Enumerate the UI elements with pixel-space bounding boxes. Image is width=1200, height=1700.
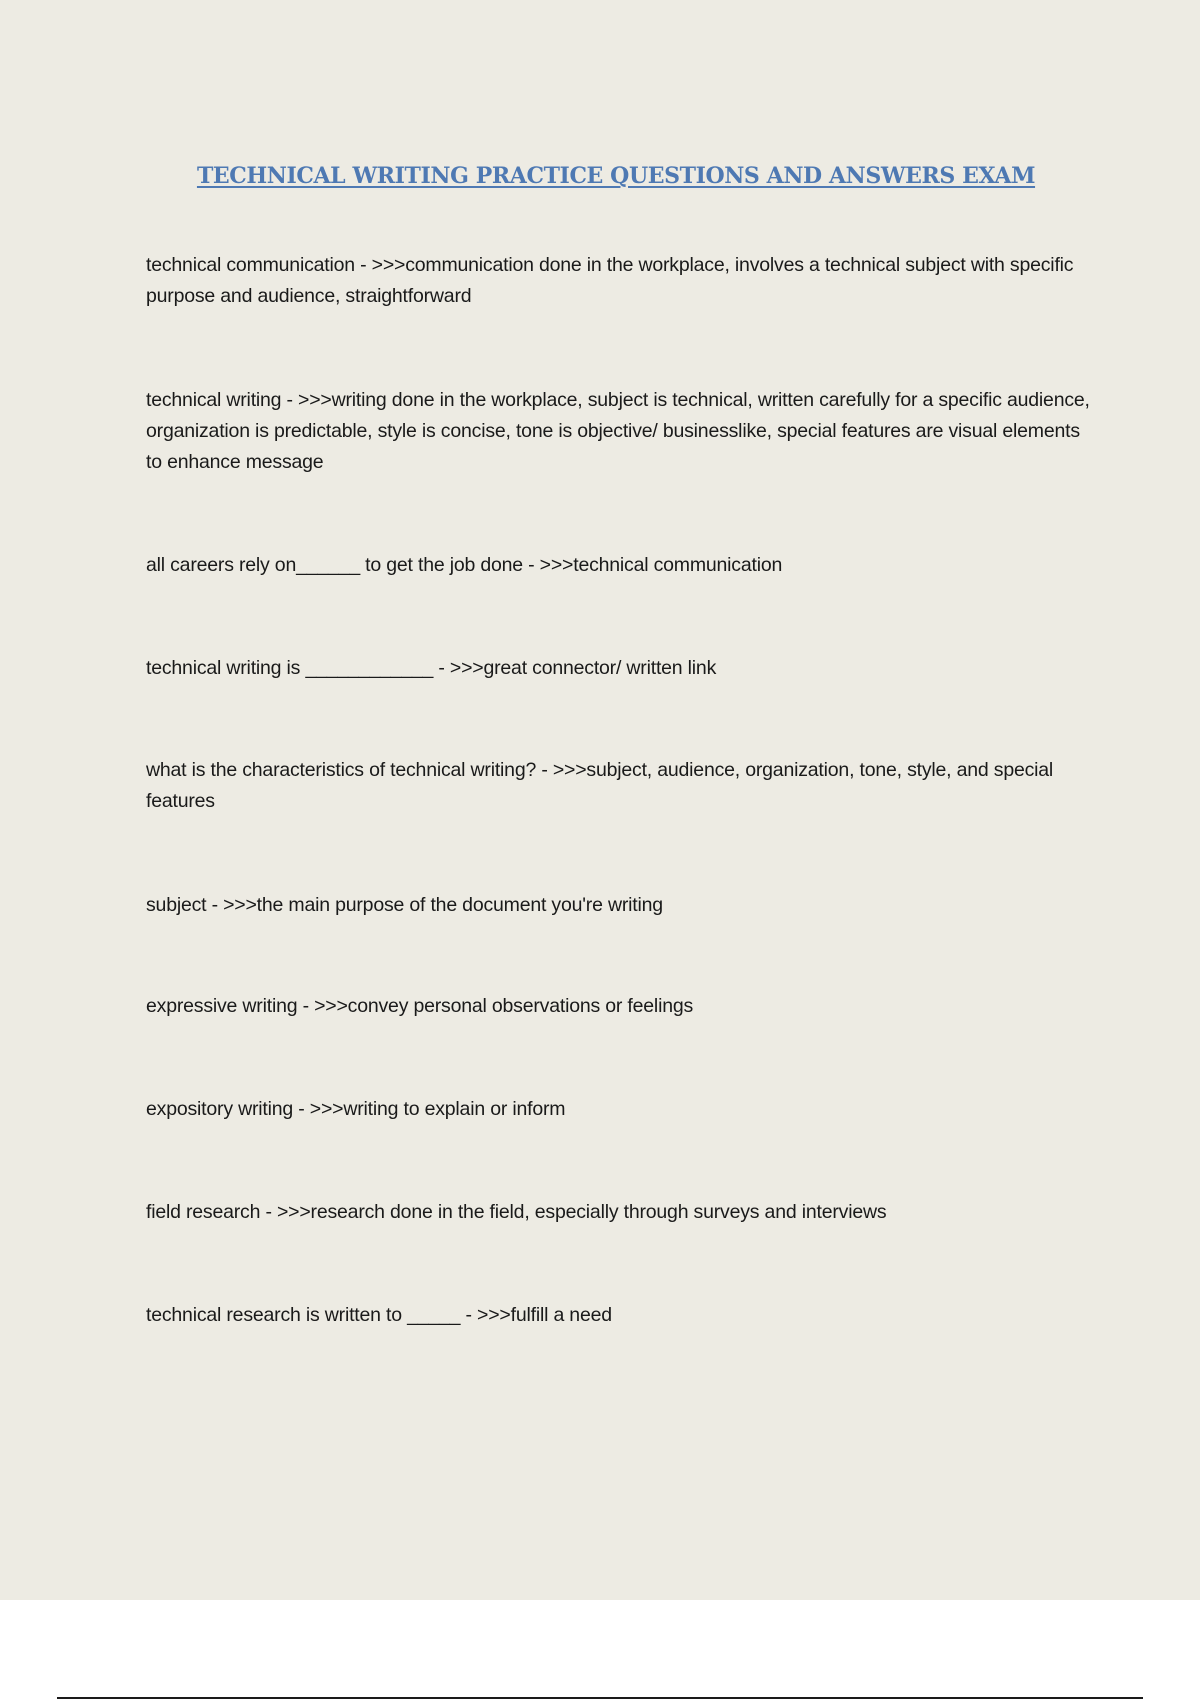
qa-item-technical-writing: technical writing - >>>writing done in the workplace, subject is technical, written carefully for a specific audience, organization is predictable, style is concise, tone is objective/ businesslike, special features are visual elements to enhance message bbox=[146, 389, 1090, 473]
qa-item-field-research: field research - >>>research done in the field, especially through surveys and interviews bbox=[146, 1201, 887, 1223]
qa-item-expressive-writing: expressive writing - >>>convey personal observations or feelings bbox=[146, 995, 694, 1017]
qa-item-expository-writing: expository writing - >>>writing to explain or inform bbox=[146, 1098, 566, 1120]
qa-item-technical-research: technical research is written to _____ - >>>fulfill a need bbox=[146, 1304, 612, 1326]
qa-item-careers-rely-on: all careers rely on______ to get the job done - >>>technical communication bbox=[146, 554, 783, 576]
qa-item-technical-writing-is: technical writing is ____________ - >>>great connector/ written link bbox=[146, 657, 717, 679]
qa-item-characteristics: what is the characteristics of technical writing? - >>>subject, audience, organization, tone, style, and special features bbox=[146, 759, 1054, 812]
footer-rule bbox=[57, 1697, 1143, 1699]
qa-item-subject: subject - >>>the main purpose of the document you're writing bbox=[146, 894, 663, 916]
page-footer bbox=[0, 1600, 1200, 1700]
qa-item-technical-communication: technical communication - >>>communication done in the workplace, involves a technical subject with specific purpose and audience, straightforward bbox=[146, 254, 1074, 307]
document-title: TECHNICAL WRITING PRACTICE QUESTIONS AND ANSWERS EXAM bbox=[196, 163, 1036, 189]
